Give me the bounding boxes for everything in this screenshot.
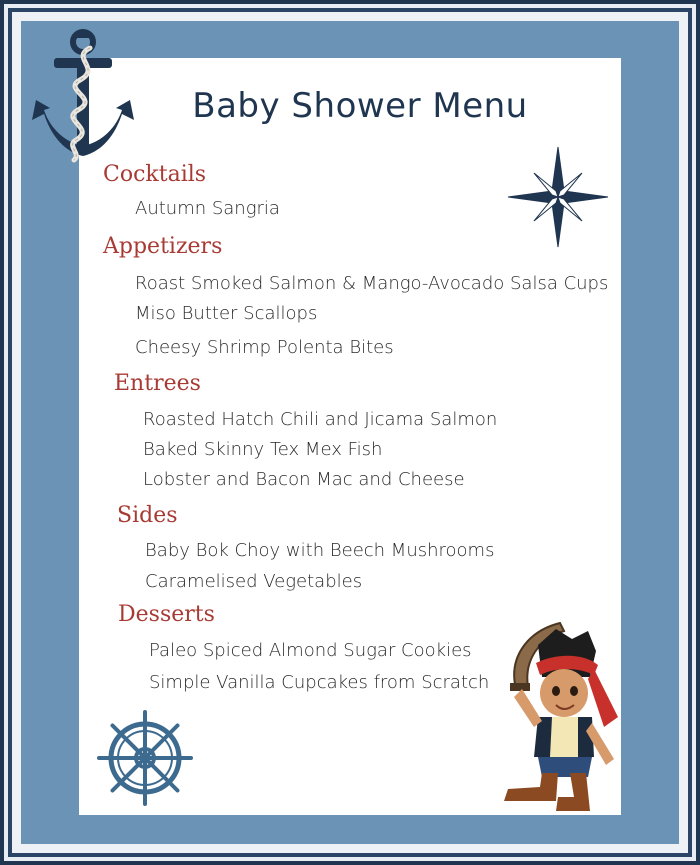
menu-item: Autumn Sangria — [135, 198, 280, 219]
section-heading-cocktails: Cocktails — [103, 162, 207, 187]
section-heading-sides: Sides — [117, 503, 178, 528]
pirate-boy-illustration — [498, 617, 622, 815]
menu-item: Roasted Hatch Chili and Jicama Salmon — [143, 409, 498, 430]
menu-item: Caramelised Vegetables — [145, 571, 363, 592]
menu-item: Simple Vanilla Cupcakes from Scratch — [149, 672, 490, 693]
ship-wheel-icon — [96, 709, 194, 807]
menu-item: Lobster and Bacon Mac and Cheese — [143, 469, 465, 490]
menu-item: Roast Smoked Salmon & Mango-Avocado Salsa Cups — [135, 273, 609, 294]
section-heading-entrees: Entrees — [114, 371, 201, 396]
menu-item: Cheesy Shrimp Polenta Bites — [135, 337, 394, 358]
menu-item: Miso Butter Scallops — [135, 303, 318, 324]
menu-item: Paleo Spiced Almond Sugar Cookies — [149, 640, 472, 661]
menu-item: Baby Bok Choy with Beech Mushrooms — [145, 540, 495, 561]
menu-item: Baked Skinny Tex Mex Fish — [143, 439, 383, 460]
section-heading-appetizers: Appetizers — [103, 234, 223, 259]
menu-title: Baby Shower Menu — [192, 86, 528, 126]
compass-rose-icon — [507, 146, 609, 248]
section-heading-desserts: Desserts — [118, 602, 215, 627]
